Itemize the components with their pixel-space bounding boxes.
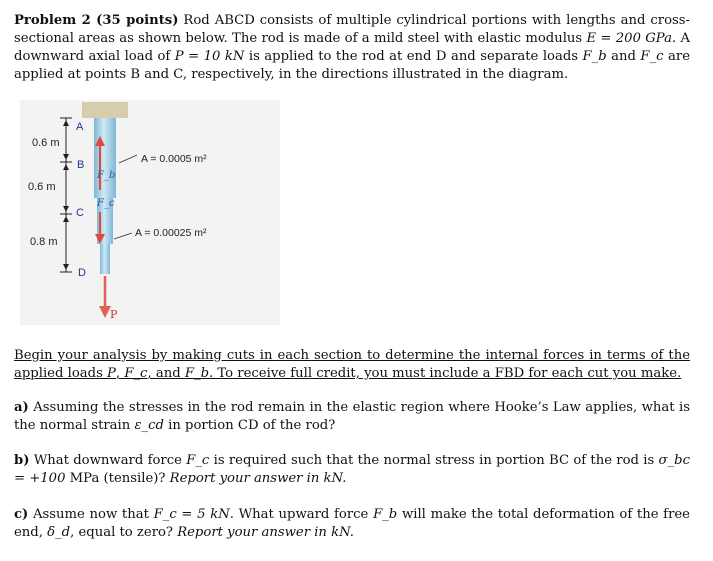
length-ab-label: 0.6 m [32, 137, 60, 149]
question-c-report: Report your answer in kN. [177, 525, 354, 540]
rod-diagram [20, 100, 280, 325]
point-c-label: C [76, 207, 84, 219]
problem-statement [14, 12, 690, 84]
load-p-label: P [110, 308, 118, 321]
question-b-label: b) [14, 453, 30, 468]
dimension-lines [60, 118, 72, 272]
question-b-text-3: MPa (tensile)? [65, 471, 170, 486]
point-a-label: A [76, 121, 84, 133]
question-b-text-2: is required such that the normal stress in portion BC of the rod is [209, 453, 659, 468]
point-d-label: D [78, 267, 86, 279]
instructions-p: P [107, 366, 116, 381]
area-lower-label: A = 0.00025 m² [135, 227, 207, 239]
question-a-label: a) [14, 400, 29, 415]
question-c-text-2: . What upward force [229, 507, 374, 522]
intro-text-3: is applied to the rod at end D and separate loads [244, 49, 583, 64]
rod-section-ab [94, 118, 116, 198]
question-c [14, 506, 690, 542]
question-c-text-4: , equal to zero? [70, 525, 178, 540]
question-c-text-1: Assume now that [28, 507, 154, 522]
question-c-text-3: will make the total deformation of the free end, [14, 507, 690, 540]
area-leader-lines [114, 155, 137, 239]
instructions-text-1: Begin your analysis by making cuts in each section to determine the internal forces in terms of the applied loads [14, 348, 690, 381]
intro-text-5: are applied at points B and C, respectively, in the directions illustrated in the diagram. [14, 49, 690, 82]
stress-bc-symbol: σ_bc = +100 [14, 453, 690, 486]
force-fb-label: F_b [97, 170, 116, 181]
question-a-text-1: Assuming the stresses in the rod remain in the elastic region where Hooke’s Law applies, what is the normal strain [14, 400, 690, 433]
force-fc-label: F_c [97, 198, 115, 209]
question-b-fc: F_c [186, 453, 210, 468]
length-bc-label: 0.6 m [28, 181, 56, 193]
force-fb: F_b [582, 49, 607, 64]
length-cd-label: 0.8 m [30, 236, 58, 248]
question-b-report: Report your answer in kN. [169, 471, 347, 486]
problem-heading: Problem 2 (35 points) [14, 13, 179, 28]
intro-text-4: and [606, 49, 641, 64]
question-c-fb: F_b [373, 507, 398, 522]
instructions-text-2: . To receive full credit, you must include a FBD for each cut you make. [209, 366, 682, 381]
instructions-comma-1: , [115, 366, 125, 381]
elastic-modulus: E = 200 GPa [586, 31, 672, 46]
applied-load: P = 10 kN [174, 49, 245, 64]
instructions-fc: F_c [124, 366, 148, 381]
instructions-comma-2: , and [147, 366, 185, 381]
intro-text-1: Rod ABCD consists of multiple cylindrical portions with lengths and cross-sectional areas as shown below. The rod is made of a mild steel with elastic modulus [14, 13, 690, 46]
question-b-text-1: What downward force [29, 453, 187, 468]
point-b-label: B [77, 159, 85, 171]
analysis-instructions [14, 347, 690, 383]
rod-diagram-svg [20, 100, 280, 325]
strain-cd-symbol: ε_cd [134, 418, 164, 433]
force-fc: F_c [640, 49, 664, 64]
question-c-label: c) [14, 507, 29, 522]
question-c-fc: F_c = 5 kN [153, 507, 230, 522]
instructions-fb: F_b [184, 366, 210, 381]
fixed-support [82, 102, 128, 118]
question-a-text-2: in portion CD of the rod? [163, 418, 336, 433]
question-b [14, 452, 690, 488]
rod-section-cd [100, 244, 110, 274]
question-a [14, 399, 690, 435]
area-upper-label: A = 0.0005 m² [141, 153, 207, 165]
intro-text-2: . A downward axial load of [14, 31, 690, 64]
deformation-d-symbol: δ_d [47, 525, 71, 540]
